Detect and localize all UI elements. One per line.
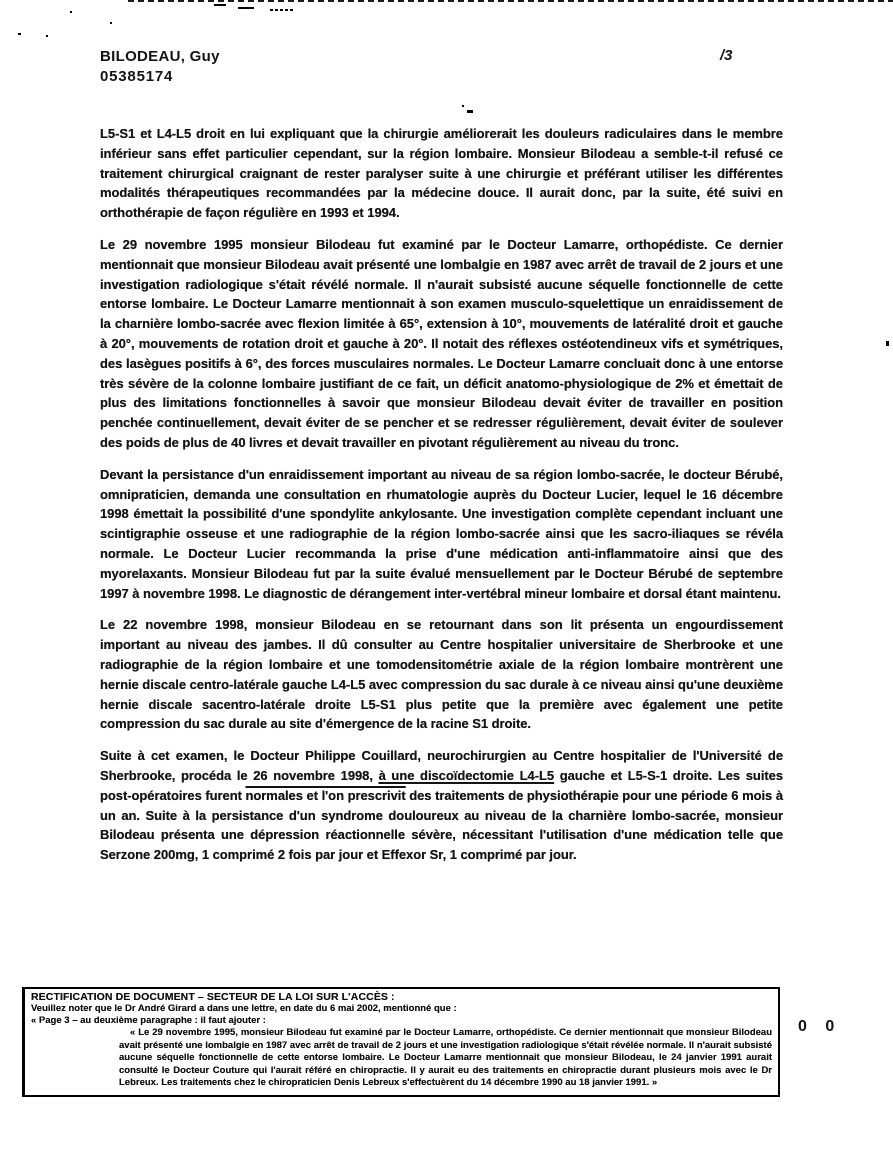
page-number: /3 [720, 47, 733, 64]
scan-artifact-top-line [128, 0, 893, 2]
patient-name: BILODEAU, Guy [100, 48, 220, 65]
paragraph-4: Le 22 novembre 1998, monsieur Bilodeau en se retournant dans son lit présenta un engourdissement important au niveau des jambes. Il dû consulter au Centre hospitalier universitaire de Sherbrooke et une radiographie de la région lombaire et une tomodensitométrie axiale de la région lombaire montrèrent une hernie discale centro-latérale gauche L4-L5 avec compression du sac durale à ce niveau ainsi qu'une deuxième hernie discale sacentro-latérale droite L5-S1 plus petite que la première avec également une petite compression du sac durale au site d'émergence de la racine S1 droite. [100, 617, 783, 732]
scan-artifact-speck [18, 33, 21, 35]
paragraph-5-text: Suite à cet examen, le Docteur Philippe Couillard, neurochirurgien au Centre hospitalier de l'Université de Sherbrooke, procéda le 26 novembre 1998, [100, 748, 783, 783]
paragraph-2: Le 29 novembre 1995 monsieur Bilodeau fut examiné par le Docteur Lamarre, orthopédiste. Ce dernier mentionnait que monsieur Bilodeau avait présenté une lombalgie en 1987 avec arrêt de travail de 2 jours et une investigation radiologique s'était révélé normale. Il n'aurait subsisté aucune séquelle fonctionnelle de cette entorse lombaire. Le Docteur Lamarre mentionnait à son examen musculo-squelettique un enraidissement de la charnière lombo-sacrée avec flexion limitée à 65°, extension à 10°, mouvements de latéralité droit et gauche à 20°, mouvements de rotation droit et gauche à 20°. Il notait des réflexes ostéotendineux vifs et symétriques, des lasègues positifs à 6°, des forces musculaires normales. Le Docteur Lamarre concluait donc à une entorse très sévère de la colonne lombaire justifiant de ce fait, un déficit anatomo-physiologique de 2% et émettait de plus des limitations fonctionnelles à savoir que monsieur Bilodeau devait éviter de travailler en position penchée continuellement, devait éviter de se pencher et se redresser régulièrement, devait éviter de soulever des poids de plus de 40 livres et devait travailler en pivotant régulièrement au niveau du tronc. [100, 236, 783, 450]
scan-artifact-speck [70, 11, 72, 13]
paragraph-1: L5-S1 et L4-L5 droit en lui expliquant que la chirurgie améliorerait les douleurs radiculaires dans le membre inférieur sans effet particulier cependant, sur la région lombaire. Monsieur Bilodeau a semble-t-il refusé ce traitement chirurgical craignant de rester paralyser suite à une chirurgie et préférant utiliser les différentes modalités thérapeutiques recommandées par la médecine douce. Il aurait donc, par la suite, été suivi en orthothérapie de façon régulière en 1993 et 1994. [100, 126, 783, 221]
scan-artifact-speck [110, 22, 112, 24]
document-body [100, 124, 783, 877]
scan-artifact-speck [46, 35, 48, 37]
paragraph-5-text: des traitements de physiothérapie pour une période 6 mois à un an. Suite à la persistance d'un syndrome douloureux au niveau de la charnière lombo-sacrée, monsieur Bilodeau présenta une dépression réactionnelle sévère, nécessitant l'utilisation d'une médication telle que Serzone 200mg, 1 comprimé 2 fois par jour et Effexor Sr, 1 comprimé par jour. [100, 787, 783, 863]
rectification-intro: Veuillez noter que le Dr André Girard a dans une lettre, en date du 6 mai 2002, mentionné que : [31, 1003, 457, 1014]
scan-artifact-speck [467, 110, 473, 113]
scan-artifact-speck [462, 105, 464, 107]
underlined-annotation: à une discoïdectomie L4-L5 [378, 767, 555, 783]
scan-artifact-speck [886, 341, 889, 346]
paragraph-5 [100, 746, 783, 865]
rectification-quote: « Le 29 novembre 1995, monsieur Bilodeau fut examiné par le Docteur Lamarre, orthopédiste. Ce dernier mentionnait que monsieur Bilodeau avait présenté une lombalgie en 1987 avec arrêt de travail de 2 jours et une investigation radiologique s'était révélée normale. Il n'aurait subsisté aucune séquelle fonctionnelle de cette entorse lombaire. Le Docteur Lamarre mentionnait que monsieur Bilodeau, le 24 janvier 1991 aurait consulté le Docteur Couture qui l'aurait référé en chiropractie. Il y aurait eu des traitements en chiropractie durant plusieurs mois avec le Dr Lebreux. Les traitements chez le chiropraticien Denis Lebreux s'effectuèrent du 14 décembre 1990 au 18 janvier 1991. » [119, 1027, 772, 1089]
scan-artifact-dash [238, 7, 254, 9]
rectification-title: RECTIFICATION DE DOCUMENT – SECTEUR DE LA LOI SUR L'ACCÈS : [31, 991, 395, 1003]
rectification-instruction: « Page 3 – au deuxième paragraphe : il faut ajouter : [31, 1014, 266, 1026]
paragraph-5-text: gauche et L5-S-1 droite. Les suites post-opératoires furent [100, 767, 784, 803]
rectification-box [22, 987, 780, 1097]
scan-artifact-dash [214, 4, 226, 6]
overlined-annotation: normales et l'on prescrivit [245, 787, 406, 803]
scan-artifact-dash [270, 9, 294, 11]
paragraph-3: Devant la persistance d'un enraidissement important au niveau de sa région lombo-sacrée, le docteur Bérubé, omnipraticien, demanda une consultation en rhumatologie auprès du Docteur Lucier, lequel le 16 décembre 1998 émettait la possibilité d'une spondylite ankylosante. Une investigation complète cependant incluant une scintigraphie osseuse et une radiographie de la région lombo-sacrée ainsi que les sacro-iliaques se révéla normale. Le Docteur Lucier recommanda la prise d'une médication anti-inflammatoire ainsi que des myorelaxants. Monsieur Bilodeau fut par la suite évalué mensuellement par le Docteur Bérubé de septembre 1997 à novembre 1998. Le diagnostic de dérangement inter-vertébral mineur lombaire et dorsal étant maintenu. [100, 466, 783, 601]
file-number: 05385174 [100, 68, 174, 85]
stamp-zeros: 0 0 [798, 1018, 842, 1035]
